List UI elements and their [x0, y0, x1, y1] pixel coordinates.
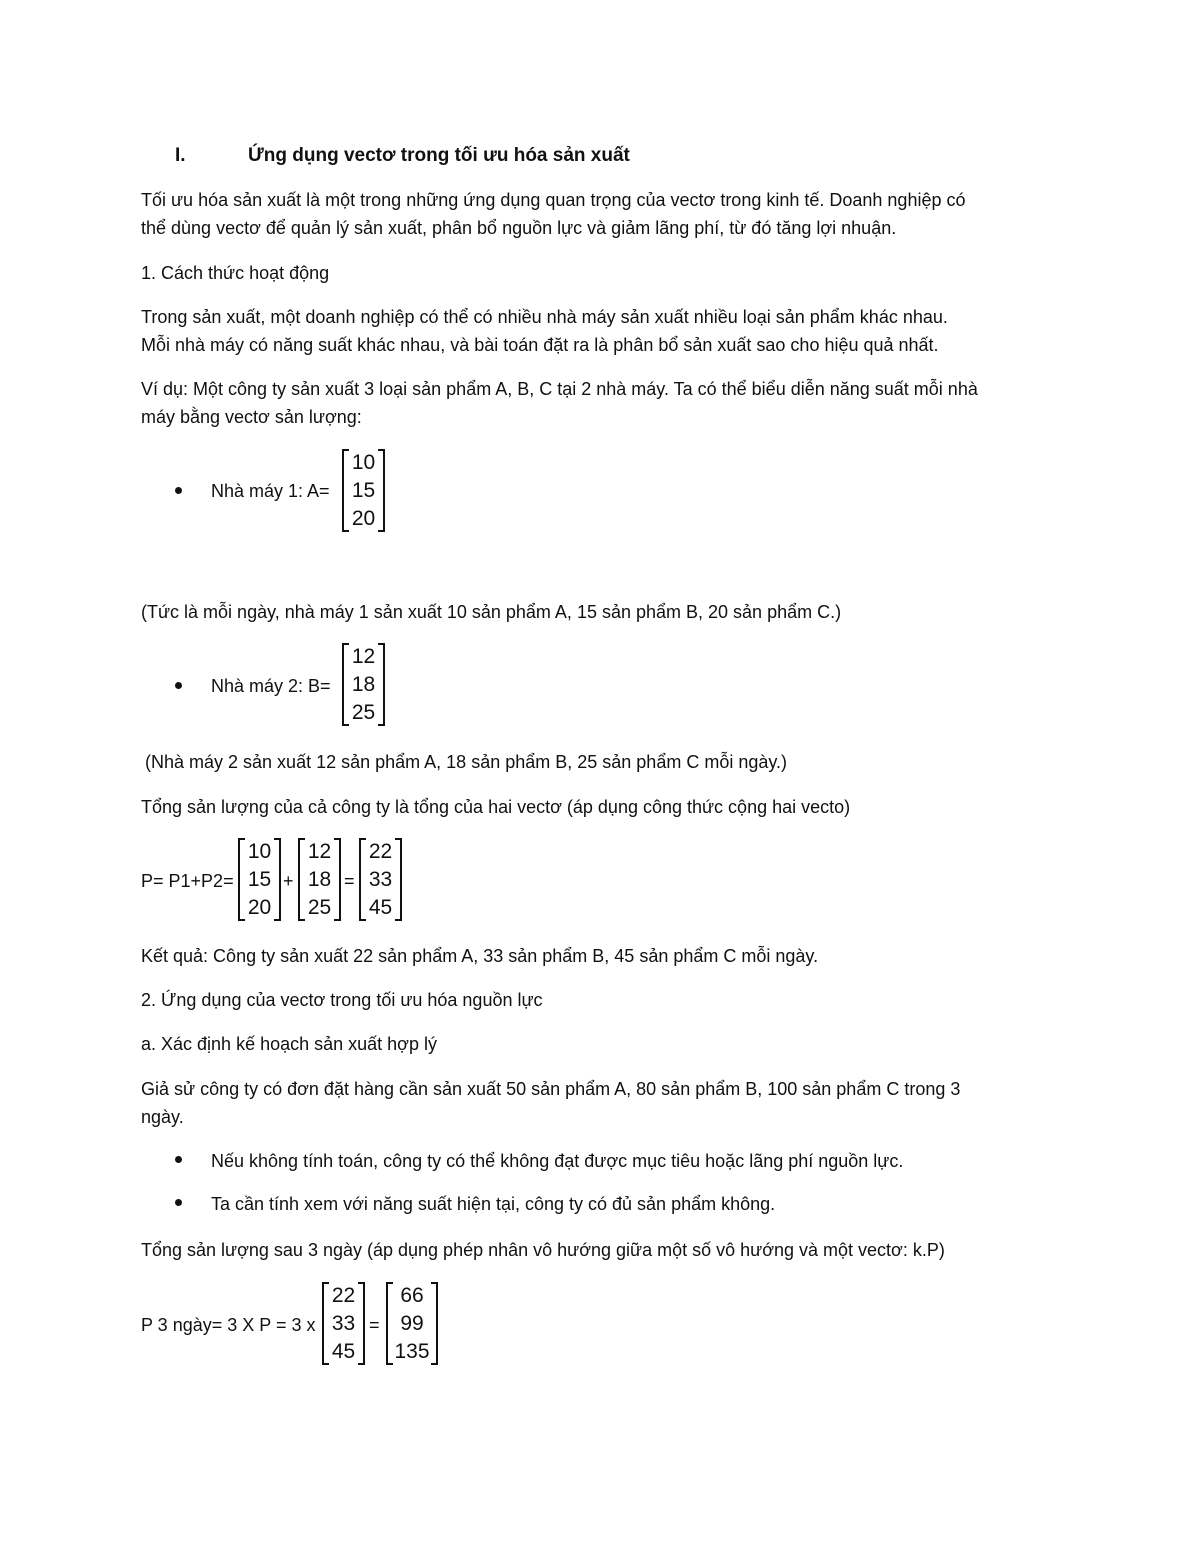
bullet-icon	[175, 1156, 182, 1163]
three-day-label: P 3 ngày= 3 X P = 3 x	[141, 1315, 316, 1335]
factory-2-label: Nhà máy 2: B=	[211, 676, 331, 696]
order-line-2: ngày.	[141, 1107, 184, 1127]
factory-1-label: Nhà máy 1: A=	[211, 481, 330, 501]
matrix-a	[342, 449, 385, 532]
matrix-p-entry: 33	[368, 868, 393, 891]
total-intro: Tổng sản lượng của cả công ty là tổng của hai vectơ (áp dụng công thức cộng hai vecto)	[141, 797, 851, 817]
subheading-2a: a. Xác định kế hoạch sản xuất hợp lý	[141, 1034, 437, 1054]
matrix-b	[342, 643, 385, 726]
matrix-p1-entry: 20	[247, 896, 272, 919]
matrix-p-repeat-entry: 33	[331, 1312, 356, 1335]
matrix-p2	[298, 838, 341, 921]
matrix-a-entry: 15	[351, 479, 376, 502]
production-line-2: Mỗi nhà máy có năng suất khác nhau, và bài toán đặt ra là phân bổ sản xuất sao cho hiệu quả nhất.	[141, 335, 939, 355]
matrix-p3-entry: 99	[400, 1312, 424, 1335]
matrix-b-entry: 18	[351, 673, 376, 696]
factory-2-note: (Nhà máy 2 sản xuất 12 sản phẩm A, 18 sản phẩm B, 25 sản phẩm C mỗi ngày.)	[145, 752, 788, 772]
production-line-1: Trong sản xuất, một doanh nghiệp có thể có nhiều nhà máy sản xuất nhiều loại sản phẩm khác nhau.	[141, 307, 948, 327]
bullet-icon	[175, 1199, 182, 1206]
matrix-p1-entry: 10	[247, 840, 272, 863]
sum-label: P= P1+P2=	[141, 871, 234, 891]
matrix-p2-entry: 25	[307, 896, 332, 919]
equals-sign: =	[344, 871, 355, 891]
result-line: Kết quả: Công ty sản xuất 22 sản phẩm A, 33 sản phẩm B, 45 sản phẩm C mỗi ngày.	[141, 946, 819, 966]
matrix-a-entry: 20	[351, 507, 376, 530]
equals-sign: =	[369, 1315, 380, 1335]
section-title: Ứng dụng vectơ trong tối ưu hóa sản xuất	[248, 145, 630, 166]
matrix-p1	[238, 838, 281, 921]
three-day-intro: Tổng sản lượng sau 3 ngày (áp dụng phép nhân vô hướng giữa một số vô hướng và một vectơ: k.P)	[141, 1240, 945, 1260]
example-line-2: máy bằng vectơ sản lượng:	[141, 407, 362, 427]
matrix-p	[359, 838, 402, 921]
matrix-p-repeat-entry: 22	[331, 1284, 356, 1307]
matrix-a-entry: 10	[351, 451, 376, 474]
matrix-p2-entry: 12	[307, 840, 332, 863]
subheading-1: 1. Cách thức hoạt động	[141, 263, 330, 283]
plus-sign: +	[283, 871, 294, 891]
bullet-icon	[175, 487, 182, 494]
matrix-p2-entry: 18	[307, 868, 332, 891]
matrix-p-repeat	[322, 1282, 365, 1365]
matrix-p3-entry: 135	[394, 1340, 430, 1363]
matrix-p3-entry: 66	[400, 1284, 424, 1307]
bullet-icon	[175, 682, 182, 689]
example-line-1: Ví dụ: Một công ty sản xuất 3 loại sản phẩm A, B, C tại 2 nhà máy. Ta có thể biểu diễn năng suất mỗi nhà	[141, 379, 978, 399]
intro-line-1: Tối ưu hóa sản xuất là một trong những ứng dụng quan trọng của vectơ trong kinh tế. Doanh nghiệp có	[141, 190, 966, 210]
matrix-p1-entry: 15	[247, 868, 272, 891]
order-line-1: Giả sử công ty có đơn đặt hàng cần sản xuất 50 sản phẩm A, 80 sản phẩm B, 100 sản phẩm C trong 3	[141, 1079, 961, 1099]
section-number: I.	[175, 145, 186, 166]
matrix-b-entry: 25	[351, 701, 376, 724]
matrix-p-entry: 45	[368, 896, 393, 919]
matrix-p-repeat-entry: 45	[331, 1340, 356, 1363]
bullet-2: Ta cần tính xem với năng suất hiện tại, công ty có đủ sản phẩm không.	[211, 1194, 776, 1214]
intro-line-2: thể dùng vectơ để quản lý sản xuất, phân bổ nguồn lực và giảm lãng phí, từ đó tăng lợi nhuận.	[141, 218, 897, 238]
subheading-2: 2. Ứng dụng của vectơ trong tối ưu hóa nguồn lực	[141, 990, 543, 1010]
matrix-b-entry: 12	[351, 645, 376, 668]
matrix-p3	[386, 1282, 438, 1365]
factory-1-note: (Tức là mỗi ngày, nhà máy 1 sản xuất 10 sản phẩm A, 15 sản phẩm B, 20 sản phẩm C.)	[141, 602, 842, 622]
bullet-1: Nếu không tính toán, công ty có thể không đạt được mục tiêu hoặc lãng phí nguồn lực.	[211, 1151, 904, 1171]
matrix-p-entry: 22	[368, 840, 393, 863]
